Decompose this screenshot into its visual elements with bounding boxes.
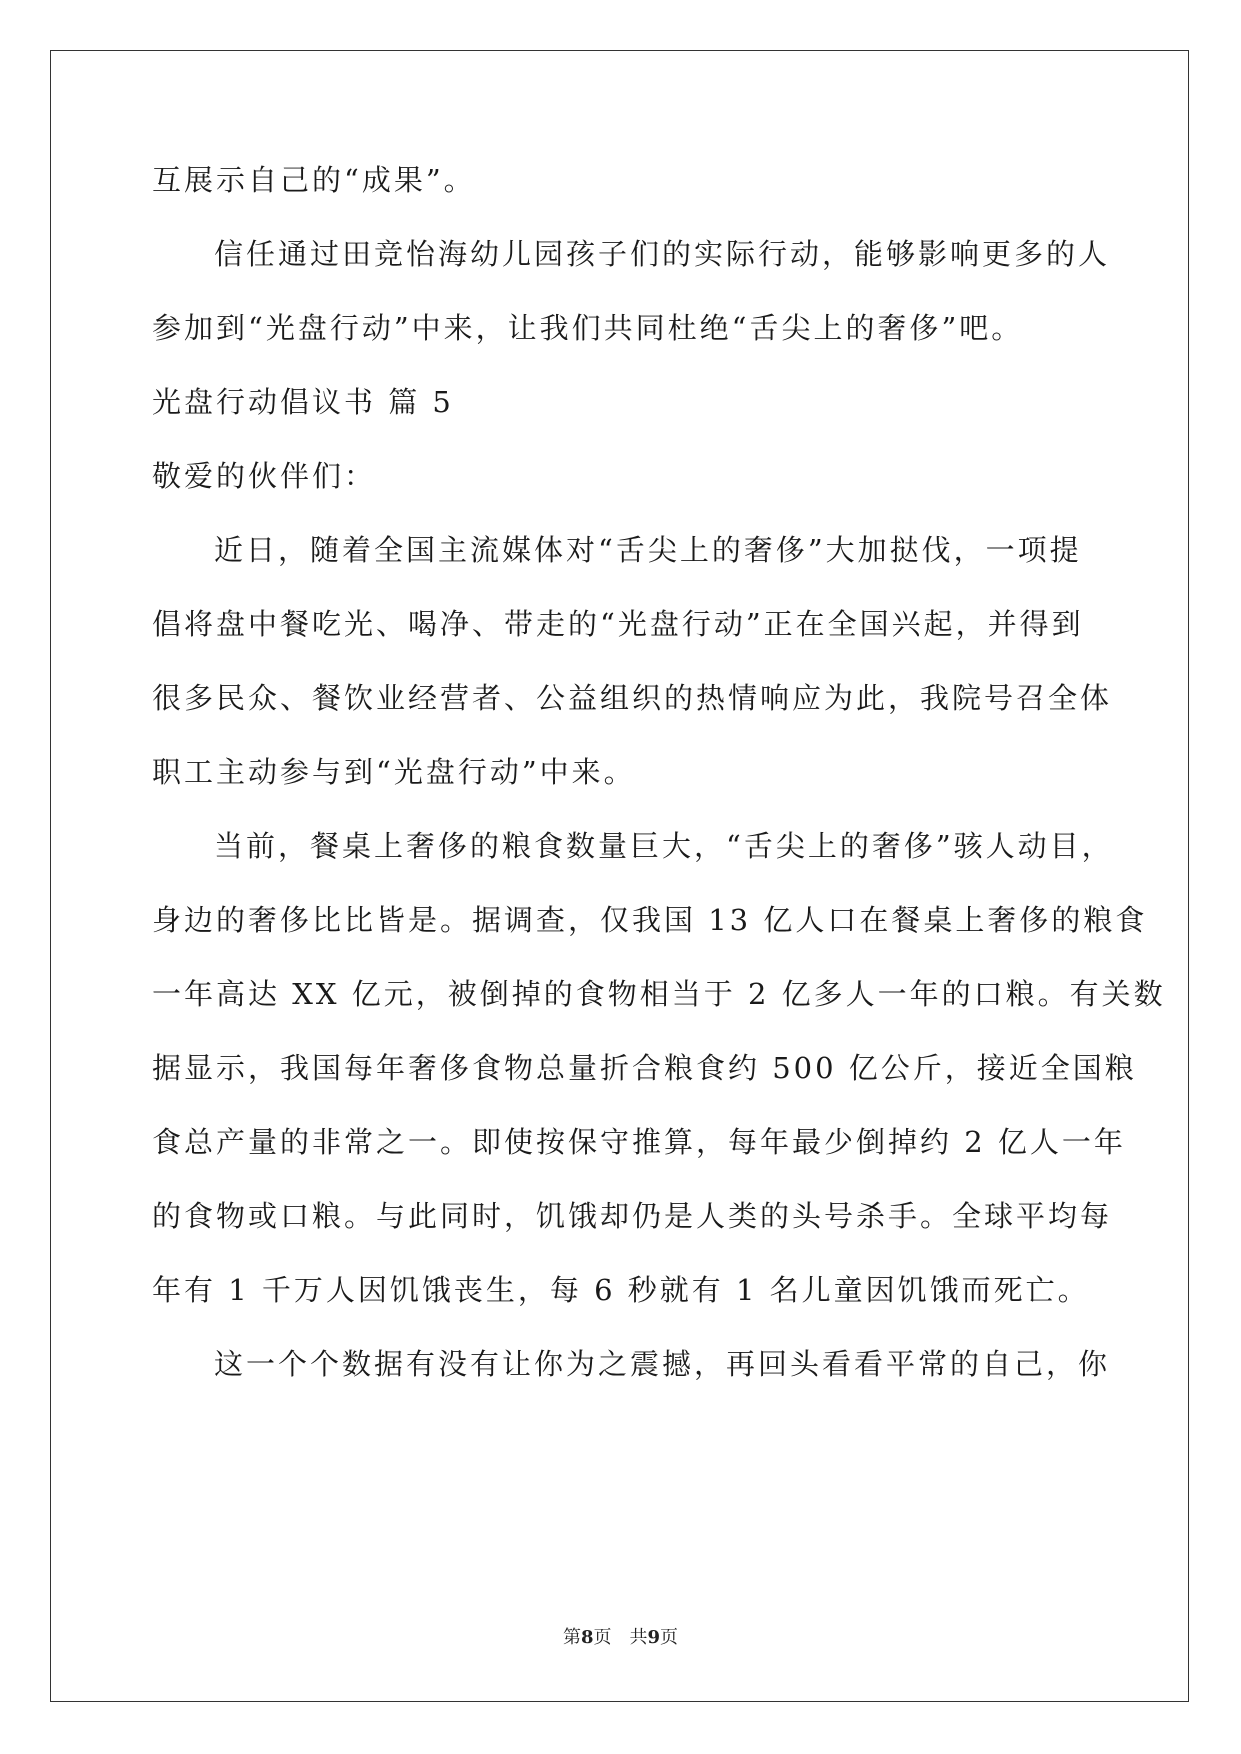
page-footer [0,1623,1241,1649]
page-mid: 页 共 [593,1627,648,1648]
paragraph-line: 当前，餐桌上奢侈的粮食数量巨大，“舌尖上的奢侈”骇人动目， [214,829,1114,863]
paragraph-line: 身边的奢侈比比皆是。据调查，仅我国 13 亿人口在餐桌上奢侈的粮食 [152,903,1148,937]
paragraph-line: 据显示，我国每年奢侈食物总量折合粮食约 500 亿公斤，接近全国粮 [152,1051,1137,1085]
paragraph-line: 倡将盘中餐吃光、喝净、带走的“光盘行动”正在全国兴起，并得到 [152,607,1084,641]
page-suffix: 页 [660,1627,679,1648]
paragraph-line: 近日，随着全国主流媒体对“舌尖上的奢侈”大加挞伐，一项提 [214,533,1082,567]
salutation: 敬爱的伙伴们： [152,459,377,493]
paragraph-line: 这一个个数据有没有让你为之震撼，再回头看看平常的自己，你 [214,1347,1111,1381]
current-page-number: 8 [580,1627,594,1648]
paragraph-line: 很多民众、餐饮业经营者、公益组织的热情响应为此，我院号召全体 [152,681,1113,715]
paragraph-line: 的食物或口粮。与此同时，饥饿却仍是人类的头号杀手。全球平均每 [152,1199,1113,1233]
total-pages-number: 9 [647,1627,661,1648]
page-border [50,50,1189,1702]
paragraph-line: 一年高达 XX 亿元，被倒掉的食物相当于 2 亿多人一年的口粮。有关数 [152,977,1166,1011]
paragraph-line: 食总产量的非常之一。即使按保守推算，每年最少倒掉约 2 亿人一年 [152,1125,1126,1159]
paragraph-line: 职工主动参与到“光盘行动”中来。 [152,755,636,789]
page-prefix: 第 [562,1627,581,1648]
paragraph-line: 参加到“光盘行动”中来，让我们共同杜绝“舌尖上的奢侈”吧。 [152,311,1024,345]
section-heading: 光盘行动倡议书 篇 5 [152,385,454,419]
paragraph-line: 信任通过田竞怡海幼儿园孩子们的实际行动，能够影响更多的人 [214,237,1111,271]
paragraph-line: 互展示自己的“成果”。 [152,163,476,197]
paragraph-line: 年有 1 千万人因饥饿丧生，每 6 秒就有 1 名儿童因饥饿而死亡。 [152,1273,1090,1307]
